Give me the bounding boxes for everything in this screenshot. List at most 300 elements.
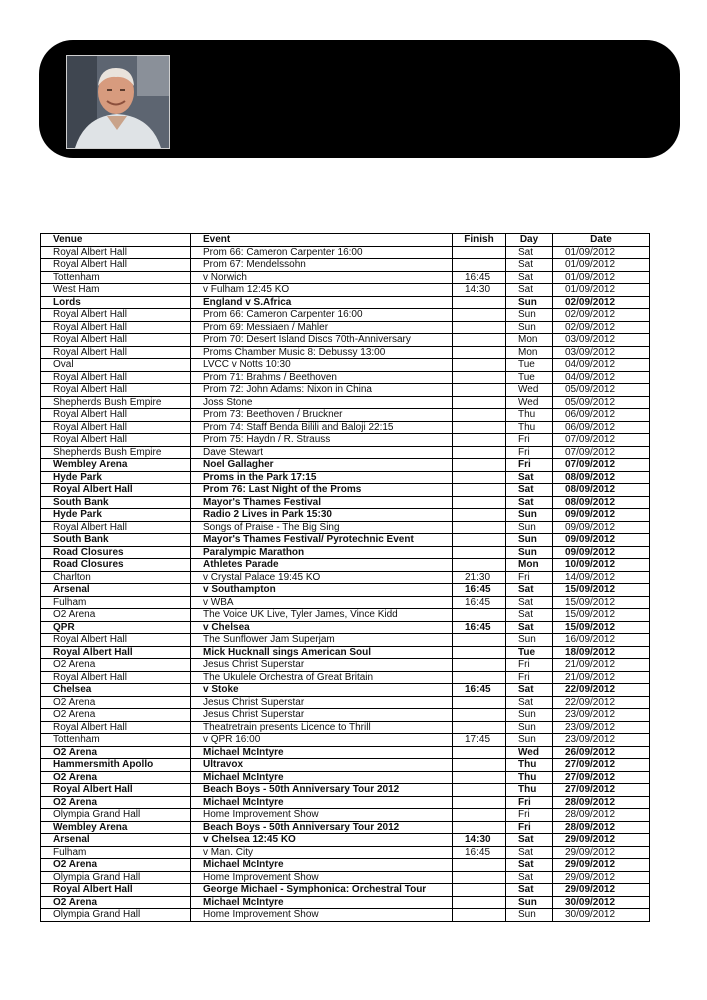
day-cell: Sun — [506, 546, 553, 559]
date-cell: 04/09/2012 — [553, 371, 650, 384]
date-cell: 15/09/2012 — [553, 621, 650, 634]
day-cell: Sat — [506, 696, 553, 709]
event-cell: Mayor's Thames Festival — [191, 496, 453, 509]
venue-cell: Wembley Arena — [41, 459, 191, 472]
table-row — [41, 821, 650, 834]
table-row — [41, 896, 650, 909]
finish-cell: 16:45 — [453, 684, 506, 697]
finish-cell: 14:30 — [453, 284, 506, 297]
day-cell: Tue — [506, 371, 553, 384]
date-cell: 27/09/2012 — [553, 771, 650, 784]
table-row — [41, 284, 650, 297]
event-cell: Theatretrain presents Licence to Thrill — [191, 721, 453, 734]
day-cell: Sun — [506, 896, 553, 909]
day-cell: Sun — [506, 634, 553, 647]
finish-cell — [453, 346, 506, 359]
day-cell: Sun — [506, 734, 553, 747]
event-cell: Proms in the Park 17:15 — [191, 471, 453, 484]
event-cell: Prom 72: John Adams: Nixon in China — [191, 384, 453, 397]
venue-cell: Chelsea — [41, 684, 191, 697]
table-row — [41, 734, 650, 747]
event-cell: Prom 66: Cameron Carpenter 16:00 — [191, 309, 453, 322]
table-row — [41, 646, 650, 659]
day-cell: Sat — [506, 471, 553, 484]
date-cell: 29/09/2012 — [553, 871, 650, 884]
day-cell: Thu — [506, 759, 553, 772]
finish-cell — [453, 896, 506, 909]
day-cell: Sat — [506, 271, 553, 284]
finish-cell — [453, 796, 506, 809]
venue-cell: Road Closures — [41, 546, 191, 559]
event-cell: Jesus Christ Superstar — [191, 709, 453, 722]
date-cell: 16/09/2012 — [553, 634, 650, 647]
date-cell: 29/09/2012 — [553, 846, 650, 859]
finish-cell — [453, 296, 506, 309]
finish-cell — [453, 409, 506, 422]
day-cell: Tue — [506, 646, 553, 659]
event-cell: Proms Chamber Music 8: Debussy 13:00 — [191, 346, 453, 359]
table-row — [41, 834, 650, 847]
table-row — [41, 759, 650, 772]
event-cell: Jesus Christ Superstar — [191, 659, 453, 672]
venue-header: Venue — [41, 234, 191, 247]
table-row — [41, 421, 650, 434]
date-cell: 14/09/2012 — [553, 571, 650, 584]
event-cell: Michael McIntyre — [191, 771, 453, 784]
finish-cell: 16:45 — [453, 271, 506, 284]
day-cell: Mon — [506, 334, 553, 347]
venue-cell: West Ham — [41, 284, 191, 297]
venue-cell: Hyde Park — [41, 471, 191, 484]
date-cell: 15/09/2012 — [553, 584, 650, 597]
day-cell: Thu — [506, 771, 553, 784]
venue-cell: Fulham — [41, 596, 191, 609]
date-cell: 08/09/2012 — [553, 471, 650, 484]
finish-cell — [453, 609, 506, 622]
event-cell: v Man. City — [191, 846, 453, 859]
table-row — [41, 396, 650, 409]
date-cell: 21/09/2012 — [553, 659, 650, 672]
venue-cell: O2 Arena — [41, 771, 191, 784]
table-row — [41, 846, 650, 859]
table-row — [41, 621, 650, 634]
venue-cell: Royal Albert Hall — [41, 371, 191, 384]
venue-cell: Oval — [41, 359, 191, 372]
day-cell: Fri — [506, 821, 553, 834]
table-row — [41, 484, 650, 497]
day-cell: Sat — [506, 871, 553, 884]
venue-cell: Royal Albert Hall — [41, 421, 191, 434]
event-cell: The Sunflower Jam Superjam — [191, 634, 453, 647]
day-cell: Sun — [506, 709, 553, 722]
table-row — [41, 709, 650, 722]
table-row — [41, 346, 650, 359]
venue-cell: Road Closures — [41, 559, 191, 572]
day-cell: Sat — [506, 596, 553, 609]
event-cell: v Fulham 12:45 KO — [191, 284, 453, 297]
venue-cell: O2 Arena — [41, 859, 191, 872]
table-row — [41, 571, 650, 584]
day-cell: Sat — [506, 859, 553, 872]
day-cell: Wed — [506, 396, 553, 409]
table-row — [41, 746, 650, 759]
finish-cell — [453, 259, 506, 272]
date-cell: 09/09/2012 — [553, 509, 650, 522]
date-cell: 30/09/2012 — [553, 896, 650, 909]
date-cell: 06/09/2012 — [553, 409, 650, 422]
table-row — [41, 446, 650, 459]
event-cell: Dave Stewart — [191, 446, 453, 459]
date-cell: 28/09/2012 — [553, 796, 650, 809]
date-cell: 09/09/2012 — [553, 534, 650, 547]
finish-cell — [453, 396, 506, 409]
table-row — [41, 334, 650, 347]
event-cell: The Voice UK Live, Tyler James, Vince Kidd — [191, 609, 453, 622]
venue-cell: Royal Albert Hall — [41, 884, 191, 897]
date-cell: 28/09/2012 — [553, 821, 650, 834]
finish-cell: 14:30 — [453, 834, 506, 847]
date-cell: 07/09/2012 — [553, 459, 650, 472]
finish-cell — [453, 909, 506, 922]
date-cell: 26/09/2012 — [553, 746, 650, 759]
venue-cell: O2 Arena — [41, 709, 191, 722]
venue-cell: O2 Arena — [41, 609, 191, 622]
day-cell: Sun — [506, 509, 553, 522]
finish-cell: 16:45 — [453, 584, 506, 597]
table-row — [41, 796, 650, 809]
venue-cell: South Bank — [41, 496, 191, 509]
table-row — [41, 634, 650, 647]
event-cell: England v S.Africa — [191, 296, 453, 309]
venue-cell: Tottenham — [41, 271, 191, 284]
table-row — [41, 721, 650, 734]
event-cell: The Ukulele Orchestra of Great Britain — [191, 671, 453, 684]
finish-cell — [453, 371, 506, 384]
table-row — [41, 321, 650, 334]
finish-cell — [453, 809, 506, 822]
table-row — [41, 384, 650, 397]
finish-cell — [453, 459, 506, 472]
event-cell: Ultravox — [191, 759, 453, 772]
date-cell: 09/09/2012 — [553, 546, 650, 559]
day-cell: Sat — [506, 496, 553, 509]
finish-cell — [453, 471, 506, 484]
venue-cell: Charlton — [41, 571, 191, 584]
table-row — [41, 659, 650, 672]
profile-photo — [66, 55, 170, 149]
table-row — [41, 409, 650, 422]
day-cell: Tue — [506, 359, 553, 372]
finish-cell — [453, 246, 506, 259]
date-header: Date — [553, 234, 650, 247]
venue-cell: Royal Albert Hall — [41, 259, 191, 272]
venue-cell: Royal Albert Hall — [41, 346, 191, 359]
table-row — [41, 546, 650, 559]
date-cell: 05/09/2012 — [553, 384, 650, 397]
finish-cell — [453, 871, 506, 884]
day-cell: Mon — [506, 559, 553, 572]
day-cell: Fri — [506, 809, 553, 822]
venue-cell: O2 Arena — [41, 746, 191, 759]
venue-cell: Tottenham — [41, 734, 191, 747]
table-row — [41, 559, 650, 572]
table-row — [41, 246, 650, 259]
day-cell: Sat — [506, 834, 553, 847]
venue-cell: Shepherds Bush Empire — [41, 396, 191, 409]
day-cell: Fri — [506, 571, 553, 584]
finish-cell — [453, 709, 506, 722]
day-cell: Sat — [506, 684, 553, 697]
table-row — [41, 609, 650, 622]
date-cell: 01/09/2012 — [553, 271, 650, 284]
venue-cell: Arsenal — [41, 834, 191, 847]
venue-cell: Wembley Arena — [41, 821, 191, 834]
venue-cell: Royal Albert Hall — [41, 409, 191, 422]
venue-cell: Royal Albert Hall — [41, 309, 191, 322]
event-cell: Michael McIntyre — [191, 859, 453, 872]
table-row — [41, 496, 650, 509]
event-cell: Michael McIntyre — [191, 746, 453, 759]
date-cell: 02/09/2012 — [553, 309, 650, 322]
day-cell: Fri — [506, 671, 553, 684]
table-row — [41, 521, 650, 534]
finish-cell — [453, 321, 506, 334]
event-cell: Beach Boys - 50th Anniversary Tour 2012 — [191, 821, 453, 834]
day-cell: Fri — [506, 659, 553, 672]
venue-cell: Royal Albert Hall — [41, 646, 191, 659]
table-row — [41, 884, 650, 897]
finish-cell: 17:45 — [453, 734, 506, 747]
event-cell: Prom 70: Desert Island Discs 70th-Anniversary — [191, 334, 453, 347]
event-cell: Prom 71: Brahms / Beethoven — [191, 371, 453, 384]
date-cell: 06/09/2012 — [553, 421, 650, 434]
day-cell: Fri — [506, 434, 553, 447]
venue-cell: Arsenal — [41, 584, 191, 597]
event-cell: Joss Stone — [191, 396, 453, 409]
venue-cell: Royal Albert Hall — [41, 521, 191, 534]
date-cell: 01/09/2012 — [553, 284, 650, 297]
event-cell: Athletes Parade — [191, 559, 453, 572]
date-cell: 01/09/2012 — [553, 259, 650, 272]
day-cell: Fri — [506, 796, 553, 809]
table-row — [41, 371, 650, 384]
event-cell: LVCC v Notts 10:30 — [191, 359, 453, 372]
event-cell: v QPR 16:00 — [191, 734, 453, 747]
venue-cell: Royal Albert Hall — [41, 334, 191, 347]
finish-cell — [453, 759, 506, 772]
event-cell: v Southampton — [191, 584, 453, 597]
venue-cell: Shepherds Bush Empire — [41, 446, 191, 459]
table-row — [41, 596, 650, 609]
event-cell: Home Improvement Show — [191, 871, 453, 884]
finish-cell — [453, 359, 506, 372]
table-row — [41, 771, 650, 784]
day-cell: Sat — [506, 609, 553, 622]
date-cell: 02/09/2012 — [553, 321, 650, 334]
event-cell: Michael McIntyre — [191, 896, 453, 909]
date-cell: 27/09/2012 — [553, 784, 650, 797]
event-cell: v Chelsea 12:45 KO — [191, 834, 453, 847]
venue-cell: Royal Albert Hall — [41, 784, 191, 797]
event-cell: George Michael - Symphonica: Orchestral Tour — [191, 884, 453, 897]
day-cell: Sat — [506, 484, 553, 497]
finish-cell: 21:30 — [453, 571, 506, 584]
day-cell: Wed — [506, 384, 553, 397]
table-row — [41, 509, 650, 522]
venue-cell: Lords — [41, 296, 191, 309]
date-cell: 07/09/2012 — [553, 434, 650, 447]
day-cell: Thu — [506, 421, 553, 434]
day-cell: Sun — [506, 321, 553, 334]
finish-cell — [453, 421, 506, 434]
date-cell: 29/09/2012 — [553, 859, 650, 872]
finish-cell — [453, 546, 506, 559]
date-cell: 23/09/2012 — [553, 709, 650, 722]
day-cell: Sat — [506, 584, 553, 597]
venue-cell: Hammersmith Apollo — [41, 759, 191, 772]
finish-cell — [453, 659, 506, 672]
date-cell: 02/09/2012 — [553, 296, 650, 309]
event-cell: Home Improvement Show — [191, 809, 453, 822]
date-cell: 08/09/2012 — [553, 484, 650, 497]
event-cell: Mayor's Thames Festival/ Pyrotechnic Event — [191, 534, 453, 547]
finish-cell — [453, 309, 506, 322]
event-cell: Noel Gallagher — [191, 459, 453, 472]
venue-cell: Olympia Grand Hall — [41, 809, 191, 822]
finish-cell — [453, 434, 506, 447]
event-cell: Prom 75: Haydn / R. Strauss — [191, 434, 453, 447]
date-cell: 08/09/2012 — [553, 496, 650, 509]
table-row — [41, 859, 650, 872]
day-cell: Sat — [506, 284, 553, 297]
finish-cell — [453, 784, 506, 797]
finish-cell — [453, 859, 506, 872]
day-cell: Sat — [506, 884, 553, 897]
event-cell: Mick Hucknall sings American Soul — [191, 646, 453, 659]
finish-cell — [453, 696, 506, 709]
date-cell: 21/09/2012 — [553, 671, 650, 684]
date-cell: 29/09/2012 — [553, 834, 650, 847]
table-row — [41, 471, 650, 484]
venue-cell: O2 Arena — [41, 796, 191, 809]
event-cell: Prom 67: Mendelssohn — [191, 259, 453, 272]
finish-cell — [453, 496, 506, 509]
venue-cell: Hyde Park — [41, 509, 191, 522]
venue-cell: Royal Albert Hall — [41, 671, 191, 684]
table-row — [41, 784, 650, 797]
day-cell: Sun — [506, 521, 553, 534]
day-cell: Fri — [506, 446, 553, 459]
table-row — [41, 296, 650, 309]
venue-cell: QPR — [41, 621, 191, 634]
event-cell: Prom 69: Messiaen / Mahler — [191, 321, 453, 334]
day-cell: Fri — [506, 459, 553, 472]
finish-cell — [453, 746, 506, 759]
venue-cell: Royal Albert Hall — [41, 321, 191, 334]
venue-cell: O2 Arena — [41, 896, 191, 909]
day-cell: Thu — [506, 784, 553, 797]
table-row — [41, 534, 650, 547]
venue-cell: South Bank — [41, 534, 191, 547]
event-cell: Prom 74: Staff Benda Bilili and Baloji 22:15 — [191, 421, 453, 434]
table-row — [41, 671, 650, 684]
date-cell: 03/09/2012 — [553, 346, 650, 359]
event-cell: Prom 66: Cameron Carpenter 16:00 — [191, 246, 453, 259]
venue-cell: Royal Albert Hall — [41, 384, 191, 397]
event-cell: Jesus Christ Superstar — [191, 696, 453, 709]
date-cell: 15/09/2012 — [553, 609, 650, 622]
table-row — [41, 459, 650, 472]
day-cell: Mon — [506, 346, 553, 359]
day-cell: Sun — [506, 909, 553, 922]
finish-cell — [453, 521, 506, 534]
date-cell: 05/09/2012 — [553, 396, 650, 409]
table-row — [41, 871, 650, 884]
venue-cell: Royal Albert Hall — [41, 634, 191, 647]
date-cell: 30/09/2012 — [553, 909, 650, 922]
finish-cell — [453, 646, 506, 659]
table-row — [41, 434, 650, 447]
date-cell: 01/09/2012 — [553, 246, 650, 259]
finish-cell — [453, 334, 506, 347]
venue-cell: Royal Albert Hall — [41, 484, 191, 497]
table-row — [41, 271, 650, 284]
header-row — [41, 234, 650, 247]
event-cell: v Norwich — [191, 271, 453, 284]
day-cell: Sat — [506, 621, 553, 634]
finish-cell — [453, 671, 506, 684]
day-cell: Sun — [506, 534, 553, 547]
date-cell: 10/09/2012 — [553, 559, 650, 572]
date-cell: 29/09/2012 — [553, 884, 650, 897]
events-table — [40, 233, 650, 922]
table-row — [41, 309, 650, 322]
day-cell: Sat — [506, 259, 553, 272]
date-cell: 23/09/2012 — [553, 734, 650, 747]
finish-cell: 16:45 — [453, 846, 506, 859]
finish-cell — [453, 509, 506, 522]
venue-cell: O2 Arena — [41, 659, 191, 672]
table-row — [41, 259, 650, 272]
venue-cell: Fulham — [41, 846, 191, 859]
table-row — [41, 359, 650, 372]
venue-cell: O2 Arena — [41, 696, 191, 709]
day-cell: Thu — [506, 409, 553, 422]
table-row — [41, 584, 650, 597]
finish-cell — [453, 559, 506, 572]
event-cell: v Crystal Palace 19:45 KO — [191, 571, 453, 584]
finish-cell — [453, 534, 506, 547]
event-cell: Home Improvement Show — [191, 909, 453, 922]
event-cell: Prom 76: Last Night of the Proms — [191, 484, 453, 497]
date-cell: 22/09/2012 — [553, 696, 650, 709]
table-row — [41, 684, 650, 697]
day-cell: Sat — [506, 246, 553, 259]
event-cell: Radio 2 Lives in Park 15:30 — [191, 509, 453, 522]
date-cell: 28/09/2012 — [553, 809, 650, 822]
event-header: Event — [191, 234, 453, 247]
venue-cell: Olympia Grand Hall — [41, 909, 191, 922]
venue-cell: Royal Albert Hall — [41, 721, 191, 734]
date-cell: 04/09/2012 — [553, 359, 650, 372]
finish-header: Finish — [453, 234, 506, 247]
finish-cell — [453, 721, 506, 734]
finish-cell — [453, 634, 506, 647]
event-cell: v Stoke — [191, 684, 453, 697]
finish-cell: 16:45 — [453, 621, 506, 634]
venue-cell: Royal Albert Hall — [41, 434, 191, 447]
table-row — [41, 809, 650, 822]
